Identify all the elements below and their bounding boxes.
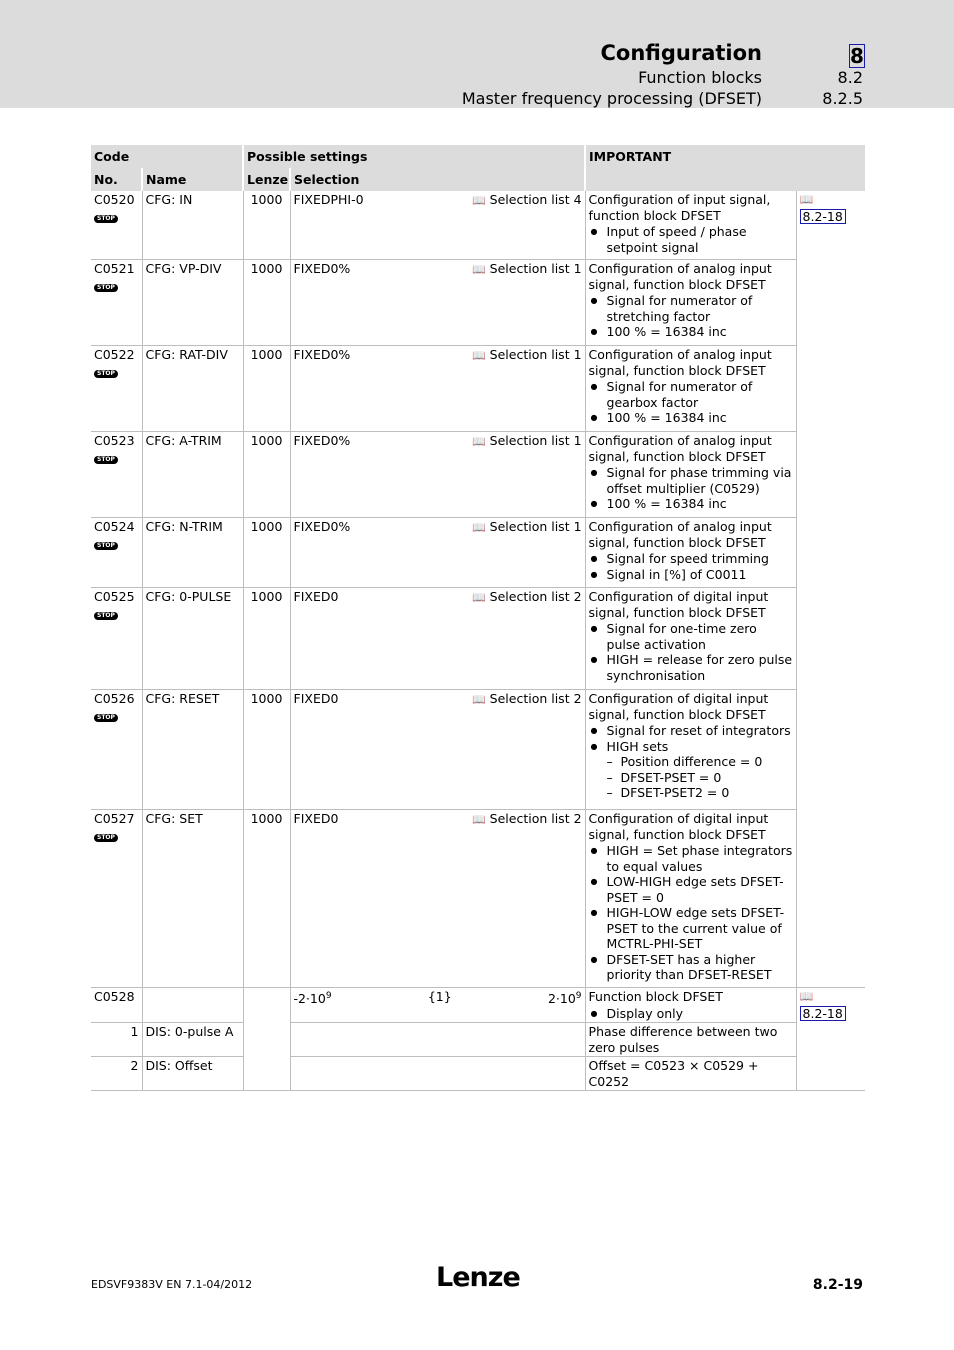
stop-icon: STOP [94,284,118,292]
table-row [91,260,865,346]
selection-value: FIXEDPHI-0 [290,191,422,260]
lenze-default: 1000 [243,432,290,518]
table-row [91,588,865,690]
row-description: Configuration of analog input signal, function block DFSET [588,519,772,550]
code-number: C0524 [94,519,135,534]
bullet-item: ● HIGH = release for zero pulse synchronisation [589,652,793,683]
lenze-logo: Lenze [436,1262,520,1293]
stop-icon: STOP [94,456,118,464]
code-number: C0527 [94,811,135,826]
page-title: Configuration [600,41,762,65]
bullet-item: ● Signal for numerator of gearbox factor [589,379,793,410]
selection-value: FIXED0 [290,588,422,690]
bullet-item: ● Signal for numerator of stretching factor [589,293,793,324]
range-min: $-2\cdot 10^9$ [293,991,332,1007]
header-important: IMPORTANT [585,145,865,191]
stop-icon: STOP [94,215,118,223]
section-number: 8.2 [837,68,863,87]
stop-icon: STOP [94,370,118,378]
range-step: {1} [427,989,452,1004]
selection-value: FIXED0% [290,260,422,346]
bullet-item: ● Input of speed / phase setpoint signal [589,224,793,255]
table-row [91,988,865,1023]
bullet-item: ● Signal for one-time zero pulse activation [589,621,793,652]
param-name: DIS: 0-pulse A [142,1023,243,1057]
bullet-item: ● Signal in [%] of C0011 [589,567,793,583]
book-icon: 📖 [471,521,486,534]
param-name: CFG: VP-DIV [142,260,243,346]
header-code: Code [91,145,243,168]
subsection-number: 8.2.5 [822,89,863,108]
selection-list-link[interactable]: Selection list 1 [489,261,582,276]
selection-value: FIXED0% [290,346,422,432]
row-description: Configuration of digital input signal, function block DFSET [588,589,769,620]
selection-list-link[interactable]: Selection list 4 [489,192,582,207]
book-icon: 📖 [471,813,486,826]
bullet-item: ● DFSET-SET has a higher priority than DFSET-RESET [589,952,793,983]
param-name: CFG: RESET [142,690,243,810]
row-description: Configuration of digital input signal, function block DFSET [588,811,769,842]
row-description: Configuration of analog input signal, function block DFSET [588,347,772,378]
bullet-item: ● Signal for phase trimming via offset multiplier (C0529) [589,465,793,496]
header-lenze: Lenze [243,168,290,191]
selection-value: FIXED0% [290,518,422,588]
range-max: $2\cdot 10^9$ [547,991,582,1007]
lenze-default: 1000 [243,346,290,432]
stop-icon: STOP [94,542,118,550]
code-number: C0528 [91,988,142,1023]
table-row [91,518,865,588]
book-icon: 📖 [799,990,814,1003]
code-number: C0526 [94,691,135,706]
header-selection: Selection [290,168,585,191]
dash-item: – DFSET-PSET = 0 [607,770,793,786]
selection-list-link[interactable]: Selection list 2 [489,691,582,706]
row-description: Configuration of analog input signal, function block DFSET [588,433,772,464]
header-name: Name [142,168,243,191]
page-reference-link[interactable]: 8.2-18 [800,209,846,224]
row-description: Configuration of digital input signal, function block DFSET [588,691,769,722]
selection-list-link[interactable]: Selection list 1 [489,519,582,534]
table-row [91,690,865,810]
page-number: 8.2-19 [812,1277,863,1293]
param-name: CFG: IN [142,191,243,260]
lenze-default: 1000 [243,810,290,988]
bullet-item: ● HIGH = Set phase integrators to equal values [589,843,793,874]
param-name: CFG: SET [142,810,243,988]
book-icon: 📖 [799,193,814,206]
bullet-item: ● HIGH sets [589,739,793,755]
header-possible-settings: Possible settings [243,145,585,168]
param-name: CFG: RAT-DIV [142,346,243,432]
bullet-item: ● Signal for reset of integrators [589,723,793,739]
stop-icon: STOP [94,714,118,722]
bullet-item: ● Display only [589,1006,793,1022]
lenze-default: 1000 [243,690,290,810]
book-icon: 📖 [471,591,486,604]
row-description: Configuration of input signal, function block DFSET [588,192,771,223]
bullet-item: ● HIGH-LOW edge sets DFSET-PSET to the current value of MCTRL-PHI-SET [589,905,793,952]
row-description: Phase difference between two zero pulses [585,1023,796,1057]
parameter-table [91,145,865,1091]
table-row [91,191,865,260]
selection-list-link[interactable]: Selection list 1 [489,433,582,448]
chapter-number[interactable]: 8 [850,44,864,68]
code-number: C0523 [94,433,135,448]
table-row [91,810,865,988]
bullet-item: ● LOW-HIGH edge sets DFSET-PSET = 0 [589,874,793,905]
book-icon: 📖 [471,693,486,706]
param-name: CFG: N-TRIM [142,518,243,588]
bullet-item: ● Signal for speed trimming [589,551,793,567]
table-row [91,1057,865,1091]
header-no: No. [91,168,142,191]
section-title: Function blocks [638,68,762,87]
stop-icon: STOP [94,834,118,842]
book-icon: 📖 [471,263,486,276]
lenze-default: 1000 [243,518,290,588]
selection-value: FIXED0% [290,432,422,518]
bullet-item: ● 100 % = 16384 inc [589,496,793,512]
page-reference-link[interactable]: 8.2-18 [800,1006,846,1021]
param-name: CFG: A-TRIM [142,432,243,518]
table-row [91,432,865,518]
selection-list-link[interactable]: Selection list 1 [489,347,582,362]
dash-item: – Position difference = 0 [607,754,793,770]
selection-value: FIXED0 [290,690,422,810]
book-icon: 📖 [471,194,486,207]
row-description: Offset = C0523 × C0529 + C0252 [585,1057,796,1091]
bullet-item: ● 100 % = 16384 inc [589,324,793,340]
doc-id: EDSVF9383V EN 7.1-04/2012 [91,1278,253,1291]
row-description: Function block DFSET [588,989,723,1004]
selection-list-link[interactable]: Selection list 2 [489,589,582,604]
table-row [91,1023,865,1057]
lenze-default: 1000 [243,588,290,690]
param-name: DIS: Offset [142,1057,243,1091]
row-description: Configuration of analog input signal, function block DFSET [588,261,772,292]
dash-item: – DFSET-PSET2 = 0 [607,785,793,801]
book-icon: 📖 [471,349,486,362]
code-number: C0520 [94,192,135,207]
code-number: C0521 [94,261,135,276]
table-row [91,346,865,432]
subcode-number: 1 [91,1023,142,1057]
lenze-default: 1000 [243,191,290,260]
subsection-title: Master frequency processing (DFSET) [461,89,762,108]
param-name: CFG: 0-PULSE [142,588,243,690]
selection-value: FIXED0 [290,810,422,988]
code-number: C0525 [94,589,135,604]
book-icon: 📖 [471,435,486,448]
code-number: C0522 [94,347,135,362]
bullet-item: ● 100 % = 16384 inc [589,410,793,426]
stop-icon: STOP [94,612,118,620]
lenze-default: 1000 [243,260,290,346]
selection-list-link[interactable]: Selection list 2 [489,811,582,826]
subcode-number: 2 [91,1057,142,1091]
